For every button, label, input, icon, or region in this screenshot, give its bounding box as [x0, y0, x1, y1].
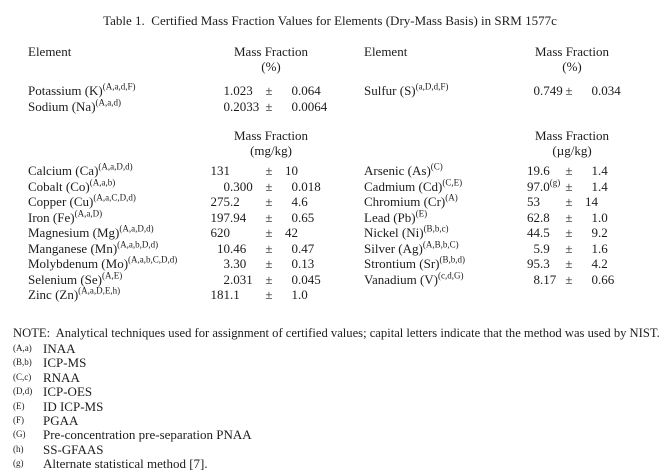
plus-minus-sign: ± — [565, 225, 573, 240]
table-row — [364, 256, 624, 272]
footnote-marker: (C,c) — [13, 371, 32, 382]
method-superscript: (A,a,b) — [89, 177, 116, 188]
method-superscript: (A,a,C,D,d) — [93, 192, 136, 203]
value-fraction: .3 — [540, 256, 550, 271]
value-fraction: .46 — [230, 240, 247, 256]
uncertainty-integer: 0 — [291, 178, 298, 194]
element-name: Magnesium (Mg) — [28, 225, 120, 240]
value-fraction: .17 — [540, 271, 557, 287]
value-fraction: .9 — [540, 240, 550, 256]
table-row — [364, 241, 624, 257]
method-superscript: (A,a,b,C,D,d) — [128, 254, 178, 265]
table-title: Table 1. Certified Mass Fraction Values for Elements (Dry-Mass Basis) in SRM 1577c — [103, 13, 557, 28]
uncertainty-fraction: .018 — [298, 178, 321, 194]
uncertainty-integer: 0 — [291, 83, 298, 98]
table-row — [28, 256, 332, 272]
uncertainty-fraction — [298, 163, 332, 179]
plus-minus-sign: ± — [265, 178, 273, 194]
uncertainty-fraction — [598, 194, 624, 210]
trace-table-right — [364, 128, 624, 287]
value-integer: 0 — [223, 98, 230, 114]
value-fraction: .5 — [540, 225, 550, 240]
header-unit-row — [364, 59, 624, 74]
note-text: NOTE: Analytical techniques used for assignment of certified values; capital letters indicate that the method was used by NIST. — [13, 326, 660, 340]
spacer-row — [364, 74, 624, 83]
value-fraction: .749 — [540, 83, 563, 98]
footnote-marker: (A,a) — [13, 343, 32, 353]
footnote-row — [13, 356, 252, 370]
column-header-unit: (%) — [562, 59, 582, 74]
value-integer: 2 — [223, 271, 230, 287]
method-superscript: (A,a,D,E,h) — [78, 285, 121, 296]
header-row — [28, 128, 332, 143]
value-integer: 10 — [217, 240, 230, 256]
column-header-unit: (mg/kg) — [250, 143, 292, 158]
plus-minus-sign: ± — [265, 271, 273, 287]
footnote-row — [13, 414, 252, 428]
percent-table-right — [364, 44, 624, 99]
table-row — [364, 194, 624, 210]
element-name: Chromium (Cr) — [364, 194, 446, 209]
plus-minus-sign: ± — [565, 209, 573, 225]
uncertainty-integer: 9 — [591, 225, 598, 240]
footnote-row — [13, 457, 252, 471]
value-integer: 0 — [223, 178, 230, 194]
plus-minus-sign: ± — [265, 98, 273, 114]
uncertainty-integer: 1 — [591, 209, 598, 225]
value-fraction: .94 — [230, 209, 247, 225]
value-integer: 19 — [527, 163, 540, 178]
uncertainty-integer: 14 — [585, 194, 598, 209]
plus-minus-sign: ± — [565, 163, 573, 178]
method-superscript: (A,a,D,d) — [98, 161, 133, 172]
table-row — [28, 83, 332, 99]
uncertainty-fraction: .0 — [298, 287, 308, 302]
value-fraction: .2033 — [230, 98, 260, 114]
plus-minus-sign: ± — [565, 240, 573, 256]
value-integer: 0 — [533, 83, 540, 98]
footnote-text: ICP-OES — [43, 384, 93, 400]
plus-minus-sign: ± — [265, 225, 273, 240]
header-row — [28, 44, 332, 59]
method-superscript: (A) — [445, 192, 458, 203]
table-row — [364, 210, 624, 226]
uncertainty-integer: 0 — [291, 256, 298, 271]
footnote-text: Pre-concentration pre-separation PNAA — [43, 427, 252, 443]
value-integer: 197 — [210, 209, 230, 225]
footnote-text: ID ICP-MS — [43, 398, 104, 414]
value-integer: 53 — [527, 194, 540, 209]
plus-minus-sign: ± — [565, 178, 573, 194]
table-row — [28, 272, 332, 288]
value-fraction: .30 — [230, 256, 247, 271]
plus-minus-sign: ± — [265, 83, 273, 98]
uncertainty-fraction: .2 — [598, 256, 608, 271]
value-integer: 131 — [210, 163, 230, 178]
element-name: Iron (Fe) — [28, 209, 75, 225]
value-superscript: (g) — [549, 177, 561, 188]
method-superscript: (A,a,b,D,d) — [117, 239, 159, 250]
value-fraction — [230, 225, 262, 241]
uncertainty-fraction: .034 — [598, 83, 621, 98]
header-unit-row — [28, 143, 332, 158]
element-name: Lead (Pb) — [364, 209, 416, 225]
footnote-row — [13, 342, 252, 356]
uncertainty-integer: 0 — [291, 209, 298, 225]
footnote-row — [13, 428, 252, 442]
table-row — [28, 194, 332, 210]
header-unit-row — [364, 143, 624, 158]
element-name: Silver (Ag) — [364, 240, 423, 256]
table-row — [28, 241, 332, 257]
table-row — [364, 272, 624, 288]
value-fraction: .300 — [230, 178, 253, 194]
method-superscript: (A,E) — [102, 270, 123, 281]
value-integer: 8 — [533, 271, 540, 287]
percent-table-left — [28, 44, 332, 114]
method-superscript: (B,b,d) — [439, 254, 465, 265]
uncertainty-integer: 0 — [291, 240, 298, 256]
table-row — [28, 99, 332, 115]
uncertainty-fraction: .0064 — [298, 98, 328, 114]
column-header-mass-fraction: Mass Fraction — [234, 128, 309, 143]
value-fraction: .1 — [230, 287, 240, 302]
footnote-marker: (B,b) — [13, 357, 32, 368]
plus-minus-sign: ± — [265, 287, 273, 302]
element-name: Cobalt (Co) — [28, 178, 90, 194]
footnote-row — [13, 371, 252, 385]
header-row — [364, 44, 624, 59]
table-row — [28, 179, 332, 195]
header-row — [364, 128, 624, 143]
column-header-unit: (µg/kg) — [552, 143, 592, 158]
uncertainty-fraction: .66 — [598, 271, 615, 287]
uncertainty-fraction: .13 — [298, 256, 315, 271]
value-integer: 44 — [527, 225, 540, 240]
value-fraction: .2 — [230, 194, 240, 209]
element-name: Copper (Cu) — [28, 194, 94, 209]
plus-minus-sign: ± — [565, 271, 573, 287]
method-superscript: (A,a,d,F) — [102, 81, 136, 92]
uncertainty-fraction — [298, 225, 332, 241]
uncertainty-integer: 0 — [291, 271, 298, 287]
spacer-row — [28, 74, 332, 83]
uncertainty-integer: 1 — [591, 178, 598, 194]
uncertainty-fraction: .6 — [298, 194, 308, 209]
footnote-marker: (g) — [13, 458, 24, 469]
column-header-element: Element — [364, 44, 408, 59]
plus-minus-sign: ± — [265, 194, 273, 209]
footnote-text: PGAA — [43, 412, 79, 428]
uncertainty-integer: 0 — [591, 271, 598, 287]
uncertainty-integer: 1 — [591, 163, 598, 178]
element-name: Manganese (Mn) — [28, 240, 118, 256]
method-superscript: (a,D,d,F) — [415, 81, 449, 92]
column-header-mass-fraction: Mass Fraction — [234, 44, 309, 59]
value-integer: 1 — [223, 83, 230, 98]
value-integer: 3 — [223, 256, 230, 271]
uncertainty-fraction: .4 — [598, 163, 608, 178]
element-name: Selenium (Se) — [28, 271, 103, 287]
method-superscript: (E) — [415, 208, 428, 219]
uncertainty-integer: 10 — [285, 163, 298, 178]
column-header-element: Element — [28, 44, 72, 59]
uncertainty-fraction: .47 — [298, 240, 315, 256]
element-name: Strontium (Sr) — [364, 256, 440, 271]
uncertainty-fraction: .4 — [598, 178, 608, 194]
footnote-text: Alternate statistical method [7]. — [43, 456, 208, 472]
footnote-marker: (F) — [13, 414, 24, 425]
table-row — [28, 225, 332, 241]
uncertainty-fraction: .6 — [598, 240, 608, 256]
table-row — [364, 163, 624, 179]
uncertainty-fraction: .0 — [598, 209, 608, 225]
value-fraction: .8 — [540, 209, 550, 225]
method-superscript: (A,a,D) — [74, 208, 103, 219]
column-header-mass-fraction: Mass Fraction — [535, 44, 610, 59]
plus-minus-sign: ± — [265, 256, 273, 271]
table-row — [28, 287, 332, 303]
uncertainty-integer: 0 — [291, 98, 298, 114]
element-name: Arsenic (As) — [364, 163, 431, 178]
uncertainty-integer: 1 — [591, 240, 598, 256]
footnote-text: RNAA — [43, 369, 80, 385]
uncertainty-integer: 4 — [291, 194, 298, 209]
plus-minus-sign: ± — [265, 163, 273, 178]
footnote-marker: (h) — [13, 443, 24, 454]
plus-minus-sign: ± — [265, 240, 273, 256]
element-name: Nickel (Ni) — [364, 225, 424, 240]
plus-minus-sign: ± — [265, 209, 273, 225]
value-fraction: .031 — [230, 271, 253, 287]
table-row — [364, 83, 624, 99]
method-superscript: (c,d,G) — [438, 270, 464, 281]
value-integer: 181 — [210, 287, 230, 302]
element-name: Zinc (Zn) — [28, 287, 79, 302]
uncertainty-fraction: .045 — [298, 271, 321, 287]
element-name: Vanadium (V) — [364, 271, 439, 287]
value-fraction: .0 — [540, 178, 550, 194]
uncertainty-integer: 0 — [591, 83, 598, 98]
footnote-text: ICP-MS — [43, 355, 87, 371]
uncertainty-fraction: .65 — [298, 209, 315, 225]
uncertainty-fraction: .2 — [598, 225, 608, 240]
element-name: Molybdenum (Mo) — [28, 256, 129, 271]
footnote-marker: (E) — [13, 400, 25, 411]
element-name: Calcium (Ca) — [28, 163, 99, 178]
value-integer: 275 — [210, 194, 230, 209]
column-header-mass-fraction: Mass Fraction — [535, 128, 610, 143]
table-row — [28, 163, 332, 179]
footnote-text: INAA — [43, 341, 76, 356]
method-superscript: (A,a,D,d) — [119, 223, 154, 234]
element-name: Sodium (Na) — [28, 98, 96, 114]
method-superscript: (C) — [430, 161, 443, 172]
uncertainty-integer: 4 — [591, 256, 598, 271]
footnote-row — [13, 443, 252, 457]
footnote-list — [13, 342, 252, 472]
value-fraction: .6 — [540, 163, 550, 178]
value-integer: 620 — [210, 225, 230, 240]
element-name: Sulfur (S) — [364, 83, 416, 98]
footnote-marker: (G) — [13, 429, 26, 440]
footnote-marker: (D,d) — [13, 386, 33, 397]
table-row — [28, 210, 332, 226]
value-fraction: .023 — [230, 83, 253, 98]
footnote-row — [13, 400, 252, 414]
trace-table-left — [28, 128, 332, 303]
footnote-text: SS-GFAAS — [43, 441, 104, 457]
uncertainty-integer: 42 — [285, 225, 298, 240]
value-fraction — [540, 194, 562, 210]
uncertainty-integer: 1 — [291, 287, 298, 302]
value-integer: 95 — [527, 256, 540, 271]
table-row — [364, 179, 624, 195]
method-superscript: (A,a,d) — [95, 97, 122, 108]
header-unit-row — [28, 59, 332, 74]
value-integer: 5 — [533, 240, 540, 256]
plus-minus-sign: ± — [565, 83, 573, 98]
uncertainty-fraction: .064 — [298, 83, 321, 98]
element-name: Potassium (K) — [28, 83, 103, 98]
table-row — [364, 225, 624, 241]
method-superscript: (A,B,b,C) — [422, 239, 459, 250]
plus-minus-sign: ± — [565, 256, 573, 271]
column-header-unit: (%) — [261, 59, 281, 74]
value-integer: 62 — [527, 209, 540, 225]
value-integer: 97 — [527, 178, 540, 194]
element-name: Cadmium (Cd) — [364, 178, 443, 194]
footnote-row — [13, 385, 252, 399]
method-superscript: (C,E) — [442, 177, 463, 188]
value-fraction — [230, 163, 262, 179]
method-superscript: (B,b,c) — [423, 223, 449, 234]
plus-minus-sign: ± — [565, 194, 573, 209]
